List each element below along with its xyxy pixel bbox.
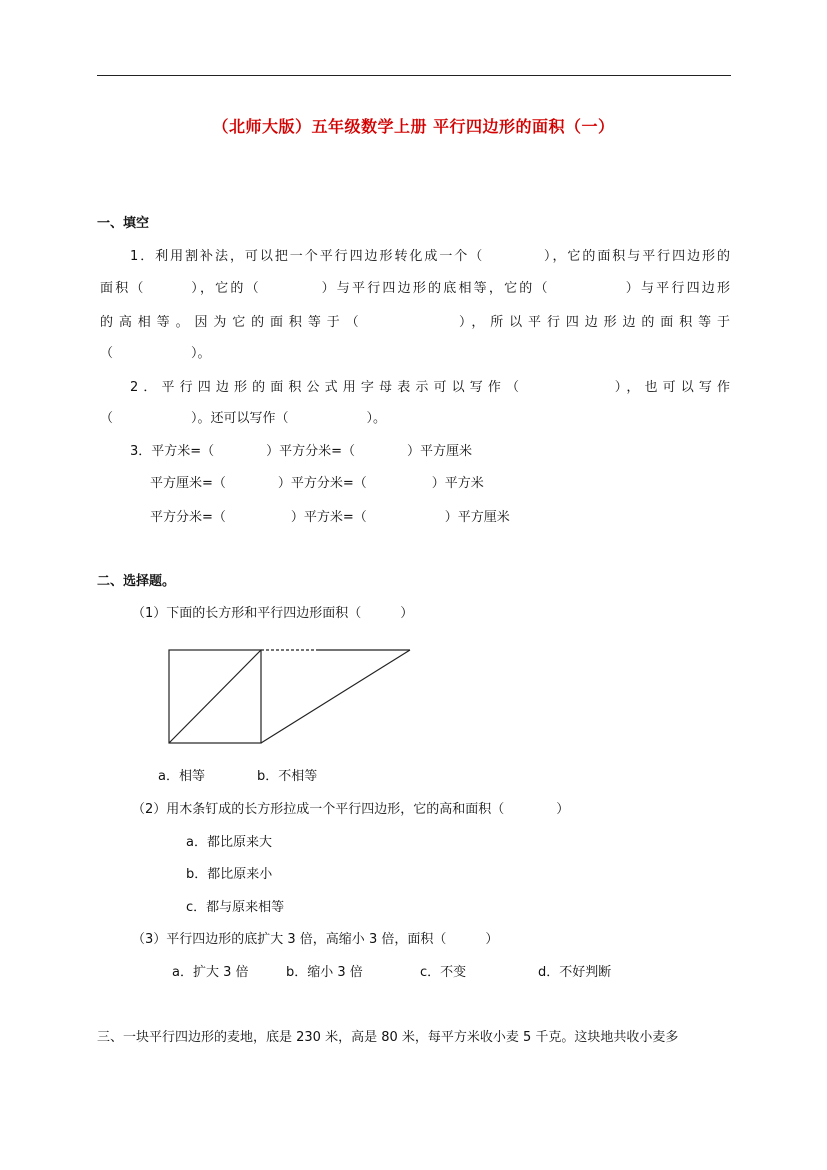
- parallelogram-left-side: [169, 650, 261, 743]
- choice-q3-stem: （3）平行四边形的底扩大 3 倍，高缩小 3 倍，面积（ ）: [132, 932, 499, 947]
- q1-line-4: （ ）。: [100, 346, 211, 361]
- section-3-text: 三、一块平行四边形的麦地，底是 230 米，高是 80 米，每平方米收小麦 5 千克。这块地共收小麦多: [97, 1030, 679, 1045]
- choice-q3-option-c: c．不变: [420, 965, 467, 980]
- q2-line-2: （ ）。还可以写作（ ）。: [100, 411, 387, 426]
- choice-q3-option-b: b．缩小 3 倍: [286, 965, 363, 980]
- q1-line-1: 1．利用割补法，可以把一个平行四边形转化成一个（ ），它的面积与平行四边形的: [130, 249, 730, 264]
- header-rule: [97, 75, 731, 76]
- choice-q2-stem: （2）用木条钉成的长方形拉成一个平行四边形，它的高和面积（ ）: [132, 802, 570, 817]
- q3-line-2: 平方厘米=（ ）平方分米=（ ）平方米: [150, 476, 484, 491]
- q3-line-3: 平方分米=（ ）平方米=（ ）平方厘米: [150, 510, 510, 525]
- choice-q2-option-c: c．都与原来相等: [186, 900, 285, 915]
- q2-line-1: 2．平行四边形的面积公式用字母表示可以写作（ ），也可以写作: [130, 380, 730, 395]
- choice-q3-option-a: a．扩大 3 倍: [172, 965, 249, 980]
- choice-q2-option-b: b．都比原来小: [186, 867, 273, 882]
- section-2-heading: 二、选择题。: [97, 574, 176, 589]
- choice-q1-stem: （1）下面的长方形和平行四边形面积（ ）: [132, 606, 414, 621]
- rectangle-parallelogram-figure: [165, 645, 415, 747]
- parallelogram-right-side: [261, 650, 410, 743]
- choice-q1-options: a．相等 b．不相等: [158, 769, 318, 784]
- q1-line-2: 面积（ ），它的（ ）与平行四边形的底相等，它的（ ）与平行四边形: [100, 281, 730, 296]
- section-1-heading: 一、填空: [97, 216, 150, 231]
- choice-q3-option-d: d．不好判断: [538, 965, 612, 980]
- page-title: （北师大版）五年级数学上册 平行四边形的面积（一）: [212, 117, 615, 136]
- choice-q2-option-a: a．都比原来大: [186, 835, 272, 850]
- q1-line-3: 的高相等。因为它的面积等于（ ），所以平行四边形边的面积等于: [100, 315, 730, 330]
- q3-line-1: 3．平方米=（ ）平方分米=（ ）平方厘米: [130, 444, 473, 459]
